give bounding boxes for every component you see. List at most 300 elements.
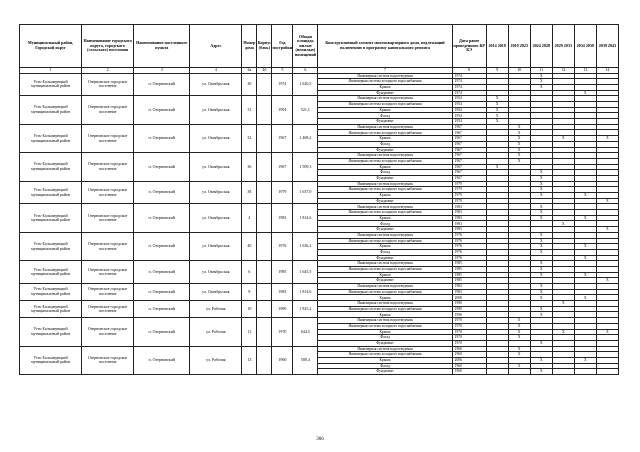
structural-element: Фундамент <box>318 255 452 261</box>
period-mark: X <box>508 130 530 136</box>
previous-repair-date: 1990 <box>452 312 486 318</box>
period-mark: X <box>530 272 552 278</box>
period-mark: X <box>552 301 574 307</box>
period-mark: X <box>574 295 596 301</box>
period-mark: X <box>596 136 618 142</box>
column-number: 5 <box>272 68 293 74</box>
previous-repair-date: 1967 <box>452 130 486 136</box>
period-mark: X <box>486 113 508 119</box>
period-mark <box>596 369 618 375</box>
house-number: 6 <box>242 261 257 284</box>
structural-element: Фундамент <box>318 90 452 96</box>
locality-name: п. Озерновский <box>134 153 190 181</box>
previous-repair-date: 1967 <box>452 158 486 164</box>
house-group <box>20 204 619 232</box>
period-mark: X <box>530 175 552 181</box>
period-mark: X <box>574 255 596 261</box>
locality-name: п. Озерновский <box>134 301 190 318</box>
structural-element: Инженерная система холодного водоснабжения <box>318 266 452 272</box>
previous-repair-date: 1983 <box>452 221 486 227</box>
korpus-value <box>257 346 272 374</box>
period-mark: X <box>574 272 596 278</box>
column-number: 7 <box>318 68 452 74</box>
structural-element: Инженерная система холодного водоснабжения <box>318 289 452 295</box>
previous-repair-date: 1983 <box>452 204 486 210</box>
period-mark <box>574 369 596 375</box>
locality-name: п. Озерновский <box>134 96 190 124</box>
municipal-district: Усть-Большерецкий муниципальный район <box>20 153 82 181</box>
period-mark: X <box>508 346 530 352</box>
total-area: 1 825,2 <box>293 301 318 318</box>
previous-repair-date: 1967 <box>452 164 486 170</box>
header-years-6: 2039 2043 <box>596 25 618 68</box>
structural-element: Инженерная система холодного водоснабжения <box>318 352 452 358</box>
year-built: 1983 <box>272 204 293 232</box>
period-mark: X <box>530 369 552 375</box>
header-mun: Муниципальный район, Городской округ <box>20 25 82 68</box>
previous-repair-date: 1970 <box>452 335 486 341</box>
street-address: ул. Октябрьская <box>190 204 242 232</box>
column-number: 8 <box>452 68 486 74</box>
period-mark: X <box>508 363 530 369</box>
year-built: 1985 <box>272 261 293 284</box>
period-mark: X <box>530 340 552 346</box>
korpus-value <box>257 232 272 260</box>
settlement-municipality: Озерновское городское поселение <box>82 73 134 96</box>
municipal-district: Усть-Большерецкий муниципальный район <box>20 124 82 152</box>
structural-element: Инженерная система водоотведения <box>318 153 452 159</box>
previous-repair-date: 1954 <box>452 96 486 102</box>
year-built: 1976 <box>272 232 293 260</box>
previous-repair-date: 1970 <box>452 318 486 324</box>
period-mark: X <box>530 215 552 221</box>
house-group <box>20 96 619 124</box>
previous-repair-date: 1974 <box>452 79 486 85</box>
structural-element: Крыша <box>318 107 452 113</box>
year-built: 1983 <box>272 284 293 301</box>
structural-element: Крыша <box>318 84 452 90</box>
korpus-value <box>257 181 272 204</box>
header-area: Общая площадь жилых (нежилых) помещений <box>293 25 318 68</box>
header-years-3: 2024 2028 <box>530 25 552 68</box>
municipal-district: Усть-Большерецкий муниципальный район <box>20 346 82 374</box>
locality-name: п. Озерновский <box>134 318 190 346</box>
period-mark: X <box>530 357 552 363</box>
previous-repair-date: 1985 <box>452 272 486 278</box>
year-built: 1960 <box>272 346 293 374</box>
structural-element: Фасад <box>318 363 452 369</box>
structural-element: Инженерная система холодного водоснабжения <box>318 79 452 85</box>
house-number: 36 <box>242 153 257 181</box>
previous-repair-date: 1954 <box>452 113 486 119</box>
previous-repair-date: 1960 <box>452 346 486 352</box>
year-built: 1967 <box>272 153 293 181</box>
street-address: ул. Рабочая <box>190 346 242 374</box>
previous-repair-date: 1985 <box>452 261 486 267</box>
column-number: 4б <box>257 68 272 74</box>
capital-repair-table <box>19 24 619 375</box>
structural-element: Крыша <box>318 215 452 221</box>
house-group <box>20 318 619 346</box>
previous-repair-date: 1970 <box>452 323 486 329</box>
korpus-value <box>257 301 272 318</box>
previous-repair-date: 1985 <box>452 266 486 272</box>
structural-element: Инженерная система водоотведения <box>318 346 452 352</box>
house-group <box>20 73 619 96</box>
korpus-value <box>257 73 272 96</box>
header-year-built: Год постройки <box>272 25 293 68</box>
structural-element: Фасад <box>318 335 452 341</box>
period-mark: X <box>530 306 552 312</box>
structural-element: Крыша <box>318 136 452 142</box>
previous-repair-date: 1967 <box>452 153 486 159</box>
period-mark: X <box>486 119 508 125</box>
structural-element: Инженерная система водоотведения <box>318 301 452 307</box>
year-built: 1970 <box>272 318 293 346</box>
previous-repair-date: 1990 <box>452 301 486 307</box>
korpus-value <box>257 124 272 152</box>
previous-repair-date: 1983 <box>452 215 486 221</box>
previous-repair-date: 1976 <box>452 249 486 255</box>
korpus-value <box>257 153 272 181</box>
street-address: ул. Октябрьская <box>190 181 242 204</box>
previous-repair-date: 1983 <box>452 210 486 216</box>
total-area: 1 637,0 <box>293 181 318 204</box>
house-number: 8 <box>242 284 257 301</box>
period-mark: X <box>530 181 552 187</box>
house-group <box>20 124 619 152</box>
locality-name: п. Озерновский <box>134 73 190 96</box>
street-address: ул. Октябрьская <box>190 153 242 181</box>
house-number: 38 <box>242 181 257 204</box>
column-number: 11 <box>530 68 552 74</box>
previous-repair-date: 1974 <box>452 84 486 90</box>
house-group <box>20 153 619 181</box>
period-mark: X <box>508 153 530 159</box>
previous-repair-date: 1976 <box>452 232 486 238</box>
period-mark: X <box>508 136 530 142</box>
period-mark: X <box>596 278 618 284</box>
previous-repair-date: 2008 <box>452 295 486 301</box>
street-address: ул. Октябрьская <box>190 232 242 260</box>
locality-name: п. Озерновский <box>134 261 190 284</box>
period-mark: X <box>530 84 552 90</box>
period-mark <box>552 369 574 375</box>
structural-element: Инженерная система холодного водоснабжения <box>318 102 452 108</box>
previous-repair-date: 1960 <box>452 369 486 375</box>
structural-element: Крыша <box>318 193 452 199</box>
year-built: 1990 <box>272 301 293 318</box>
header-years-4: 2029 2033 <box>552 25 574 68</box>
structural-element: Крыша <box>318 312 452 318</box>
period-mark: X <box>530 312 552 318</box>
house-group <box>20 261 619 284</box>
period-mark: X <box>530 289 552 295</box>
column-number: 4 <box>190 68 242 74</box>
period-mark: X <box>508 147 530 153</box>
previous-repair-date: 1967 <box>452 170 486 176</box>
structural-element: Фасад <box>318 141 452 147</box>
previous-repair-date: 1979 <box>452 181 486 187</box>
previous-repair-date: 1983 <box>452 289 486 295</box>
column-number: 3 <box>134 68 190 74</box>
period-mark: X <box>486 107 508 113</box>
korpus-value <box>257 204 272 232</box>
structural-element: Инженерная система холодного водоснабжения <box>318 210 452 216</box>
house-group <box>20 284 619 301</box>
period-mark: X <box>530 261 552 267</box>
structural-element: Крыша <box>318 272 452 278</box>
period-mark: X <box>596 329 618 335</box>
previous-repair-date: 1954 <box>452 119 486 125</box>
total-area: 521,1 <box>293 96 318 124</box>
total-area: 508,4 <box>293 346 318 374</box>
period-mark: X <box>486 102 508 108</box>
period-mark: X <box>530 284 552 290</box>
street-address: ул. Рабочая <box>190 318 242 346</box>
period-mark: X <box>552 221 574 227</box>
settlement-municipality: Озерновское городское поселение <box>82 232 134 260</box>
previous-repair-date: 1983 <box>452 284 486 290</box>
house-number: 30 <box>242 73 257 96</box>
header-settlement: Наименование населенного пункта <box>134 25 190 68</box>
period-mark: X <box>552 136 574 142</box>
municipal-district: Усть-Большерецкий муниципальный район <box>20 261 82 284</box>
period-mark: X <box>574 193 596 199</box>
house-group <box>20 232 619 260</box>
structural-element: Фундамент <box>318 147 452 153</box>
total-area: 1 636,2 <box>293 232 318 260</box>
previous-repair-date: 1967 <box>452 136 486 142</box>
street-address: ул. Октябрьская <box>190 124 242 152</box>
period-mark: X <box>508 323 530 329</box>
year-built: 1967 <box>272 124 293 152</box>
previous-repair-date: 1974 <box>452 90 486 96</box>
year-built: 1994 <box>272 96 293 124</box>
house-number: 31 <box>242 96 257 124</box>
period-mark: X <box>530 187 552 193</box>
house-group <box>20 301 619 318</box>
structural-element: Фундамент <box>318 119 452 125</box>
street-address: ул. Октябрьская <box>190 261 242 284</box>
total-area: 1 620,5 <box>293 73 318 96</box>
street-address: ул. Октябрьская <box>190 96 242 124</box>
locality-name: п. Озерновский <box>134 346 190 374</box>
previous-repair-date: 1976 <box>452 244 486 250</box>
municipal-district: Усть-Большерецкий муниципальный район <box>20 204 82 232</box>
previous-repair-date: 1970 <box>452 340 486 346</box>
municipal-district: Усть-Большерецкий муниципальный район <box>20 318 82 346</box>
total-area: 1 645,5 <box>293 261 318 284</box>
previous-repair-date: 1960 <box>452 363 486 369</box>
total-area: 1 468,2 <box>293 124 318 152</box>
korpus-value <box>257 261 272 284</box>
period-mark: X <box>486 96 508 102</box>
structural-element: Фундамент <box>318 278 452 284</box>
municipal-district: Усть-Большерецкий муниципальный район <box>20 232 82 260</box>
structural-element: Инженерная система водоотведения <box>318 318 452 324</box>
structural-element: Фундамент <box>318 227 452 233</box>
period-mark: X <box>552 329 574 335</box>
previous-repair-date: 1967 <box>452 124 486 130</box>
structural-element: Крыша <box>318 244 452 250</box>
header-years-2: 2019 2023 <box>508 25 530 68</box>
municipal-district: Усть-Большерецкий муниципальный район <box>20 301 82 318</box>
period-mark: X <box>530 232 552 238</box>
structural-element: Крыша <box>318 357 452 363</box>
structural-element: Инженерная система водоотведения <box>318 204 452 210</box>
header-years-5: 2034 2038 <box>574 25 596 68</box>
structural-element: Инженерная система холодного водоснабжения <box>318 158 452 164</box>
year-built: 1979 <box>272 181 293 204</box>
total-area: 1 814,6 <box>293 284 318 301</box>
settlement-municipality: Озерновское городское поселение <box>82 261 134 284</box>
period-mark: X <box>530 266 552 272</box>
period-mark: X <box>530 204 552 210</box>
column-number: 2 <box>82 68 134 74</box>
structural-element: Фасад <box>318 113 452 119</box>
structural-element: Инженерная система водоотведения <box>318 124 452 130</box>
year-built: 1974 <box>272 73 293 96</box>
street-address: ул. Октябрьская <box>190 284 242 301</box>
house-number: 13 <box>242 346 257 374</box>
locality-name: п. Озерновский <box>134 284 190 301</box>
column-number: 4а <box>242 68 257 74</box>
header-years-1: 2014 2018 <box>486 25 508 68</box>
municipal-district: Усть-Большерецкий муниципальный район <box>20 96 82 124</box>
locality-name: п. Озерновский <box>134 232 190 260</box>
previous-repair-date: 1970 <box>452 329 486 335</box>
document-page <box>19 24 619 375</box>
house-number: 10 <box>242 301 257 318</box>
period-mark: X <box>574 244 596 250</box>
previous-repair-date: 1979 <box>452 193 486 199</box>
period-mark: X <box>530 210 552 216</box>
house-number: 40 <box>242 232 257 260</box>
previous-repair-date: 1967 <box>452 141 486 147</box>
structural-element: Фасад <box>318 170 452 176</box>
structural-element: Фундамент <box>318 369 452 375</box>
structural-element: Инженерная система водоотведения <box>318 73 452 79</box>
header-element: Конструктивный элемент многоквартирного дома, подлежащий включению в программу капитального ремонта <box>318 25 452 68</box>
period-mark: X <box>596 227 618 233</box>
locality-name: п. Озерновский <box>134 124 190 152</box>
period-mark: X <box>508 158 530 164</box>
municipal-district: Усть-Большерецкий муниципальный район <box>20 284 82 301</box>
structural-element: Крыша <box>318 329 452 335</box>
korpus-value <box>257 284 272 301</box>
house-number: 4 <box>242 204 257 232</box>
structural-element: Крыша <box>318 164 452 170</box>
period-mark: X <box>486 164 508 170</box>
locality-name: п. Озерновский <box>134 204 190 232</box>
structural-element: Фасад <box>318 221 452 227</box>
header-address: Адрес <box>190 25 242 68</box>
period-mark: X <box>530 73 552 79</box>
structural-element: Инженерная система водоотведения <box>318 181 452 187</box>
structural-element: Фундамент <box>318 198 452 204</box>
settlement-municipality: Озерновское городское поселение <box>82 153 134 181</box>
structural-element: Инженерная система холодного водоснабжения <box>318 306 452 312</box>
structural-element: Крыша <box>318 295 452 301</box>
period-mark: X <box>530 193 552 199</box>
period-mark <box>486 369 508 375</box>
structural-element: Фундамент <box>318 340 452 346</box>
structural-element: Инженерная система холодного водоснабжения <box>318 130 452 136</box>
previous-repair-date: 1960 <box>452 352 486 358</box>
period-mark <box>508 369 530 375</box>
column-number: 6 <box>293 68 318 74</box>
period-mark: X <box>574 90 596 96</box>
settlement-municipality: Озерновское городское поселение <box>82 301 134 318</box>
locality-name: п. Озерновский <box>134 181 190 204</box>
period-mark: X <box>508 141 530 147</box>
structural-element: Инженерная система водоотведения <box>318 232 452 238</box>
house-number: 32 <box>242 124 257 152</box>
structural-element: Инженерная система водоотведения <box>318 261 452 267</box>
previous-repair-date: 1954 <box>452 102 486 108</box>
house-group <box>20 181 619 204</box>
header-pos: Наименование городского округа, городского (сельского) поселения <box>82 25 134 68</box>
settlement-municipality: Озерновское городское поселение <box>82 346 134 374</box>
column-number: 10 <box>508 68 530 74</box>
previous-repair-date: 1967 <box>452 175 486 181</box>
period-mark: X <box>530 238 552 244</box>
previous-repair-date: 1954 <box>452 107 486 113</box>
settlement-municipality: Озерновское городское поселение <box>82 181 134 204</box>
period-mark: X <box>574 215 596 221</box>
period-mark: X <box>530 244 552 250</box>
header-house: Номер дома <box>242 25 257 68</box>
period-mark: X <box>508 329 530 335</box>
header-korpus: Корпус (блок) <box>257 25 272 68</box>
structural-element: Инженерная система холодного водоснабжения <box>318 238 452 244</box>
table-header <box>20 25 619 74</box>
structural-element: Фундамент <box>318 175 452 181</box>
period-mark: X <box>530 170 552 176</box>
previous-repair-date: 1967 <box>452 147 486 153</box>
settlement-municipality: Озерновское городское поселение <box>82 204 134 232</box>
settlement-municipality: Озерновское городское поселение <box>82 96 134 124</box>
period-mark: X <box>508 335 530 341</box>
period-mark: X <box>508 124 530 130</box>
korpus-value <box>257 96 272 124</box>
previous-repair-date: 1976 <box>452 255 486 261</box>
structural-element: Инженерная система водоотведения <box>318 96 452 102</box>
total-area: 1 509,3 <box>293 153 318 181</box>
house-number: 11 <box>242 318 257 346</box>
structural-element: Инженерная система холодного водоснабжения <box>318 323 452 329</box>
korpus-value <box>257 318 272 346</box>
period-mark: X <box>530 79 552 85</box>
period-mark: X <box>530 249 552 255</box>
period-mark: X <box>530 295 552 301</box>
column-number: 13 <box>574 68 596 74</box>
previous-repair-date: 1976 <box>452 238 486 244</box>
column-number: 14 <box>596 68 618 74</box>
municipal-district: Усть-Большерецкий муниципальный район <box>20 73 82 96</box>
settlement-municipality: Озерновское городское поселение <box>82 124 134 152</box>
structural-element: Инженерная система холодного водоснабжения <box>318 187 452 193</box>
structural-element: Фасад <box>318 249 452 255</box>
column-number: 12 <box>552 68 574 74</box>
municipal-district: Усть-Большерецкий муниципальный район <box>20 181 82 204</box>
period-mark: X <box>508 318 530 324</box>
previous-repair-date: 1985 <box>452 278 486 284</box>
previous-repair-date: 1979 <box>452 198 486 204</box>
page-number: 366 <box>316 437 324 442</box>
settlement-municipality: Озерновское городское поселение <box>82 318 134 346</box>
